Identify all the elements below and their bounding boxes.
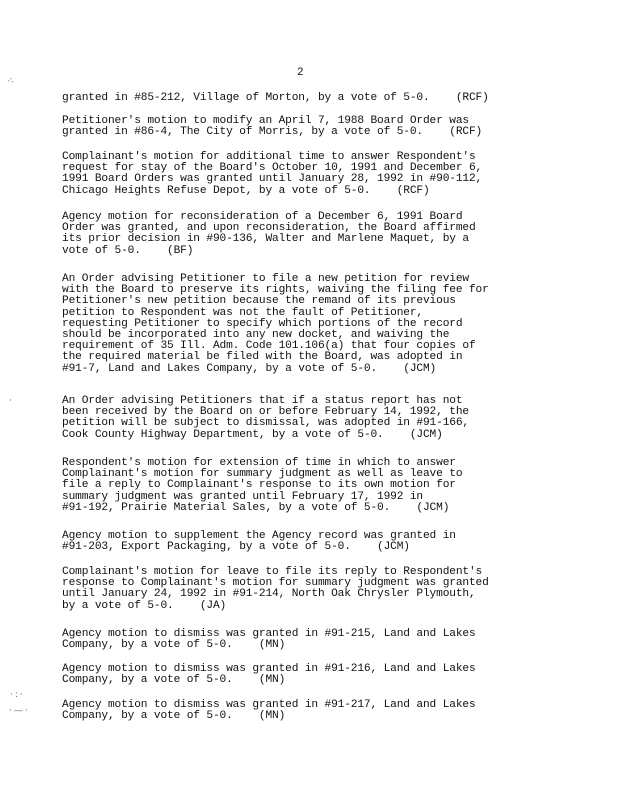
paragraph-order-85-212: granted in #85-212, Village of Morton, by a vote of 5-0. (RCF) [62, 92, 489, 104]
scan-mark-top: ·: [5, 75, 16, 87]
paragraph-order-91-217: Agency motion to dismiss was granted in #91-217, Land and Lakes Company, by a vote of 5-0. (MN) [62, 699, 476, 723]
paragraph-order-91-166: An Order advising Petitioners that if a status report has not been received by the Board on or before February 14, 1992, the petition will be subject to dismissal, was adopted in #91-166, Cook County Highway Department, by a vote of 5-0. (JCM) [62, 395, 469, 441]
paragraph-order-91-203: Agency motion to supplement the Agency record was granted in #91-203, Export Packaging, by a vote of 5-0. (JCM) [62, 530, 456, 554]
scan-mark-middle: · [9, 396, 12, 406]
page-number: 2 [297, 67, 304, 79]
paragraph-order-91-7: An Order advising Petitioner to file a new petition for review with the Board to preserve its rights, waiving the filing fee for Petitioner's new petition because the remand of its previous petition to Respondent was not the fault of Petitioner, requesting Petitioner to specify which portions of the record should be incorporated into any new docket, and waiving the requirement of 35 Ill. Adm. Code 101.106(a) that four copies of the required material be filed with the Board, was adopted in #91-7, Land and Lakes Company, by a vote of 5-0. (JCM) [62, 273, 489, 375]
paragraph-order-91-215: Agency motion to dismiss was granted in #91-215, Land and Lakes Company, by a vote of 5-0. (MN) [62, 628, 476, 652]
paragraph-order-86-4: Petitioner's motion to modify an April 7, 1988 Board Order was granted in #86-4, The City of Morris, by a vote of 5-0. (RCF) [62, 115, 483, 139]
scan-mark-bottom-secondary: ·—· [9, 706, 30, 716]
paragraph-order-91-192: Respondent's motion for extension of time in which to answer Complainant's motion for summary judgment as well as leave to file a reply to Complainant's response to its own motion for summary judgment was granted until February 17, 1992 in #91-192, Prairie Material Sales, by a vote of 5-0. (JCM) [62, 457, 463, 514]
scan-mark-bottom: ·:· [10, 690, 25, 700]
paragraph-order-90-112: Complainant's motion for additional time to answer Respondent's request for stay of the Board's October 10, 1991 and December 6, 1991 Board Orders was granted until January 28, 1992 in #90-112, Chicago Heights Refuse Depot, by a vote of 5-0. (RCF) [62, 151, 483, 197]
paragraph-order-90-136: Agency motion for reconsideration of a December 6, 1991 Board Order was granted, and upon reconsideration, the Board affirmed its prior decision in #90-136, Walter and Marlene Maquet, by a vote of 5-0. (BF) [62, 211, 476, 257]
paragraph-order-91-216: Agency motion to dismiss was granted in #91-216, Land and Lakes Company, by a vote of 5-0. (MN) [62, 663, 476, 687]
paragraph-order-91-214: Complainant's motion for leave to file its reply to Respondent's response to Complainant's motion for summary judgment was granted until January 24, 1992 in #91-214, North Oak Chrysler Plymouth, by a vote of 5-0. (JA) [62, 566, 489, 612]
